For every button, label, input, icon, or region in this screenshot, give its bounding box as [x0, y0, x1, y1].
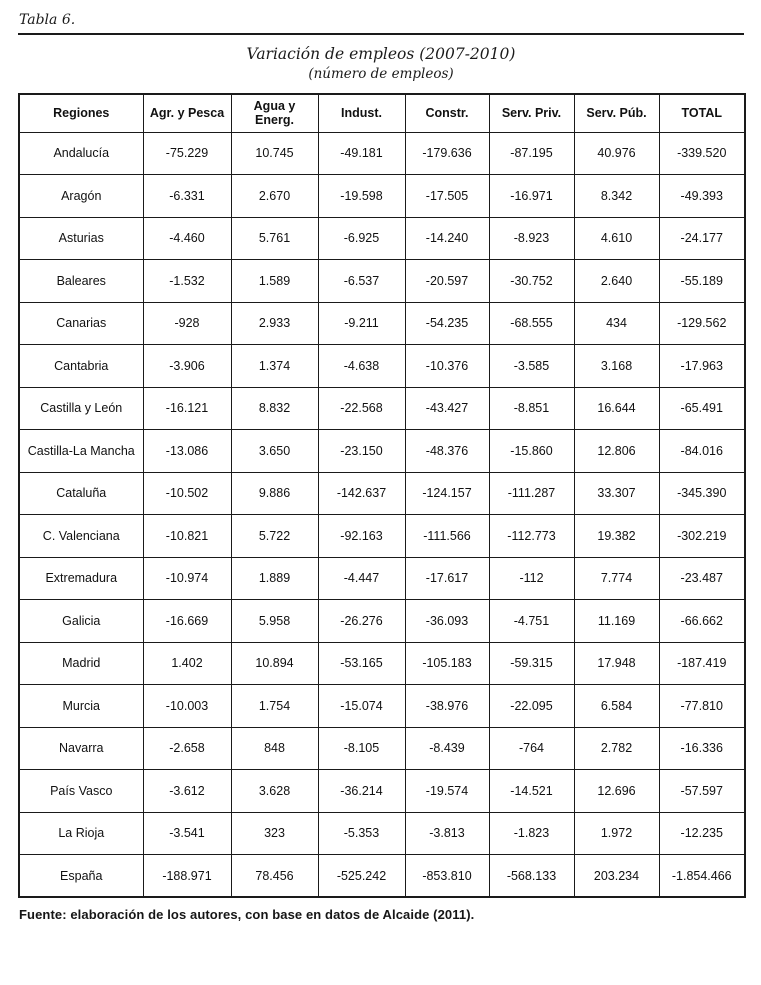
value-cell: -4.447: [318, 557, 405, 600]
value-cell: 16.644: [574, 387, 659, 430]
value-cell: 11.169: [574, 600, 659, 643]
value-cell: 1.972: [574, 812, 659, 855]
value-cell: -124.157: [405, 472, 489, 515]
value-cell: -43.427: [405, 387, 489, 430]
value-cell: -84.016: [659, 430, 745, 473]
value-cell: -10.821: [143, 515, 231, 558]
value-cell: -87.195: [489, 132, 574, 175]
value-cell: -302.219: [659, 515, 745, 558]
value-cell: -75.229: [143, 132, 231, 175]
value-cell: -10.376: [405, 345, 489, 388]
region-cell: Cantabria: [19, 345, 143, 388]
value-cell: -16.336: [659, 727, 745, 770]
value-cell: -53.165: [318, 642, 405, 685]
value-cell: -16.669: [143, 600, 231, 643]
value-cell: -77.810: [659, 685, 745, 728]
table-row: [19, 727, 745, 770]
value-cell: 1.374: [231, 345, 318, 388]
region-cell: Castilla-La Mancha: [19, 430, 143, 473]
value-cell: -8.851: [489, 387, 574, 430]
value-cell: 9.886: [231, 472, 318, 515]
value-cell: -10.974: [143, 557, 231, 600]
value-cell: -20.597: [405, 260, 489, 303]
value-cell: -187.419: [659, 642, 745, 685]
value-cell: 12.696: [574, 770, 659, 813]
column-header: Serv. Priv.: [489, 94, 574, 132]
value-cell: 8.342: [574, 175, 659, 218]
value-cell: -65.491: [659, 387, 745, 430]
column-header: Agua y Energ.: [231, 94, 318, 132]
value-cell: 3.650: [231, 430, 318, 473]
value-cell: -6.925: [318, 217, 405, 260]
value-cell: -1.854.466: [659, 855, 745, 898]
page-title: Variación de empleos (2007-2010): [246, 45, 516, 63]
value-cell: -36.093: [405, 600, 489, 643]
table-row: [19, 472, 745, 515]
value-cell: 1.754: [231, 685, 318, 728]
value-cell: 5.722: [231, 515, 318, 558]
value-cell: 10.745: [231, 132, 318, 175]
value-cell: 3.628: [231, 770, 318, 813]
value-cell: -66.662: [659, 600, 745, 643]
employment-table: [18, 93, 746, 898]
value-cell: -4.751: [489, 600, 574, 643]
value-cell: -525.242: [318, 855, 405, 898]
value-cell: 1.889: [231, 557, 318, 600]
value-cell: -111.566: [405, 515, 489, 558]
value-cell: -111.287: [489, 472, 574, 515]
value-cell: -36.214: [318, 770, 405, 813]
value-cell: -8.105: [318, 727, 405, 770]
table-row: [19, 175, 745, 218]
value-cell: -54.235: [405, 302, 489, 345]
value-cell: -3.813: [405, 812, 489, 855]
value-cell: -3.612: [143, 770, 231, 813]
value-cell: -6.331: [143, 175, 231, 218]
table-row: [19, 260, 745, 303]
region-cell: Murcia: [19, 685, 143, 728]
value-cell: -22.095: [489, 685, 574, 728]
value-cell: -23.150: [318, 430, 405, 473]
value-cell: 2.782: [574, 727, 659, 770]
value-cell: -17.505: [405, 175, 489, 218]
value-cell: -16.121: [143, 387, 231, 430]
value-cell: -339.520: [659, 132, 745, 175]
region-cell: La Rioja: [19, 812, 143, 855]
value-cell: -26.276: [318, 600, 405, 643]
region-cell: Canarias: [19, 302, 143, 345]
value-cell: -6.537: [318, 260, 405, 303]
value-cell: -23.487: [659, 557, 745, 600]
value-cell: -15.074: [318, 685, 405, 728]
value-cell: 1.589: [231, 260, 318, 303]
region-cell: C. Valenciana: [19, 515, 143, 558]
value-cell: 17.948: [574, 642, 659, 685]
region-cell: Castilla y León: [19, 387, 143, 430]
column-header: TOTAL: [659, 94, 745, 132]
table-row: [19, 302, 745, 345]
value-cell: -30.752: [489, 260, 574, 303]
table-row: [19, 430, 745, 473]
column-header: Indust.: [318, 94, 405, 132]
value-cell: -15.860: [489, 430, 574, 473]
region-cell: País Vasco: [19, 770, 143, 813]
value-cell: -10.502: [143, 472, 231, 515]
value-cell: -10.003: [143, 685, 231, 728]
value-cell: -12.235: [659, 812, 745, 855]
value-cell: -8.439: [405, 727, 489, 770]
value-cell: 434: [574, 302, 659, 345]
value-cell: -5.353: [318, 812, 405, 855]
value-cell: -3.541: [143, 812, 231, 855]
value-cell: -179.636: [405, 132, 489, 175]
column-header: Agr. y Pesca: [143, 94, 231, 132]
table-label: Tabla 6.: [19, 12, 76, 28]
value-cell: -14.240: [405, 217, 489, 260]
table-row: [19, 217, 745, 260]
value-cell: 323: [231, 812, 318, 855]
header-row: [19, 94, 745, 132]
source-note: Fuente: elaboración de los autores, con base en datos de Alcaide (2011).: [19, 907, 475, 922]
value-cell: 4.610: [574, 217, 659, 260]
value-cell: -16.971: [489, 175, 574, 218]
region-cell: Extremadura: [19, 557, 143, 600]
value-cell: -568.133: [489, 855, 574, 898]
column-header: Constr.: [405, 94, 489, 132]
value-cell: 2.933: [231, 302, 318, 345]
value-cell: -112.773: [489, 515, 574, 558]
value-cell: -17.617: [405, 557, 489, 600]
column-header: Serv. Púb.: [574, 94, 659, 132]
value-cell: -24.177: [659, 217, 745, 260]
value-cell: -3.585: [489, 345, 574, 388]
value-cell: -17.963: [659, 345, 745, 388]
value-cell: 3.168: [574, 345, 659, 388]
table-row: [19, 515, 745, 558]
region-cell: Galicia: [19, 600, 143, 643]
value-cell: 7.774: [574, 557, 659, 600]
region-cell: Asturias: [19, 217, 143, 260]
value-cell: -57.597: [659, 770, 745, 813]
value-cell: -142.637: [318, 472, 405, 515]
value-cell: -1.532: [143, 260, 231, 303]
value-cell: 78.456: [231, 855, 318, 898]
value-cell: -9.211: [318, 302, 405, 345]
region-cell: Madrid: [19, 642, 143, 685]
value-cell: -22.568: [318, 387, 405, 430]
value-cell: -68.555: [489, 302, 574, 345]
value-cell: -49.181: [318, 132, 405, 175]
region-cell: Cataluña: [19, 472, 143, 515]
value-cell: -14.521: [489, 770, 574, 813]
table-body: [19, 132, 745, 897]
value-cell: 203.234: [574, 855, 659, 898]
value-cell: 848: [231, 727, 318, 770]
page-subtitle: (número de empleos): [308, 66, 454, 82]
value-cell: -55.189: [659, 260, 745, 303]
region-cell: Andalucía: [19, 132, 143, 175]
value-cell: -345.390: [659, 472, 745, 515]
value-cell: 8.832: [231, 387, 318, 430]
value-cell: -48.376: [405, 430, 489, 473]
value-cell: -112: [489, 557, 574, 600]
value-cell: -59.315: [489, 642, 574, 685]
header-divider: [18, 33, 744, 35]
value-cell: 2.640: [574, 260, 659, 303]
value-cell: 12.806: [574, 430, 659, 473]
value-cell: -1.823: [489, 812, 574, 855]
value-cell: 6.584: [574, 685, 659, 728]
region-cell: Baleares: [19, 260, 143, 303]
column-header: Regiones: [19, 94, 143, 132]
value-cell: 1.402: [143, 642, 231, 685]
value-cell: -853.810: [405, 855, 489, 898]
value-cell: -4.460: [143, 217, 231, 260]
value-cell: 10.894: [231, 642, 318, 685]
value-cell: -188.971: [143, 855, 231, 898]
value-cell: -928: [143, 302, 231, 345]
value-cell: -764: [489, 727, 574, 770]
table-row: [19, 812, 745, 855]
table-row: [19, 685, 745, 728]
value-cell: -38.976: [405, 685, 489, 728]
table-row: [19, 345, 745, 388]
value-cell: 2.670: [231, 175, 318, 218]
value-cell: -129.562: [659, 302, 745, 345]
region-cell: España: [19, 855, 143, 898]
value-cell: -92.163: [318, 515, 405, 558]
value-cell: 19.382: [574, 515, 659, 558]
region-cell: Aragón: [19, 175, 143, 218]
table-row: [19, 600, 745, 643]
table-row: [19, 387, 745, 430]
table-row: [19, 642, 745, 685]
table-row: [19, 557, 745, 600]
value-cell: 5.761: [231, 217, 318, 260]
value-cell: -13.086: [143, 430, 231, 473]
value-cell: -2.658: [143, 727, 231, 770]
value-cell: -105.183: [405, 642, 489, 685]
table-row: [19, 855, 745, 898]
table-row: [19, 132, 745, 175]
value-cell: 33.307: [574, 472, 659, 515]
value-cell: -49.393: [659, 175, 745, 218]
value-cell: -3.906: [143, 345, 231, 388]
value-cell: -19.598: [318, 175, 405, 218]
table-row: [19, 770, 745, 813]
value-cell: -19.574: [405, 770, 489, 813]
value-cell: 5.958: [231, 600, 318, 643]
value-cell: 40.976: [574, 132, 659, 175]
value-cell: -8.923: [489, 217, 574, 260]
region-cell: Navarra: [19, 727, 143, 770]
value-cell: -4.638: [318, 345, 405, 388]
